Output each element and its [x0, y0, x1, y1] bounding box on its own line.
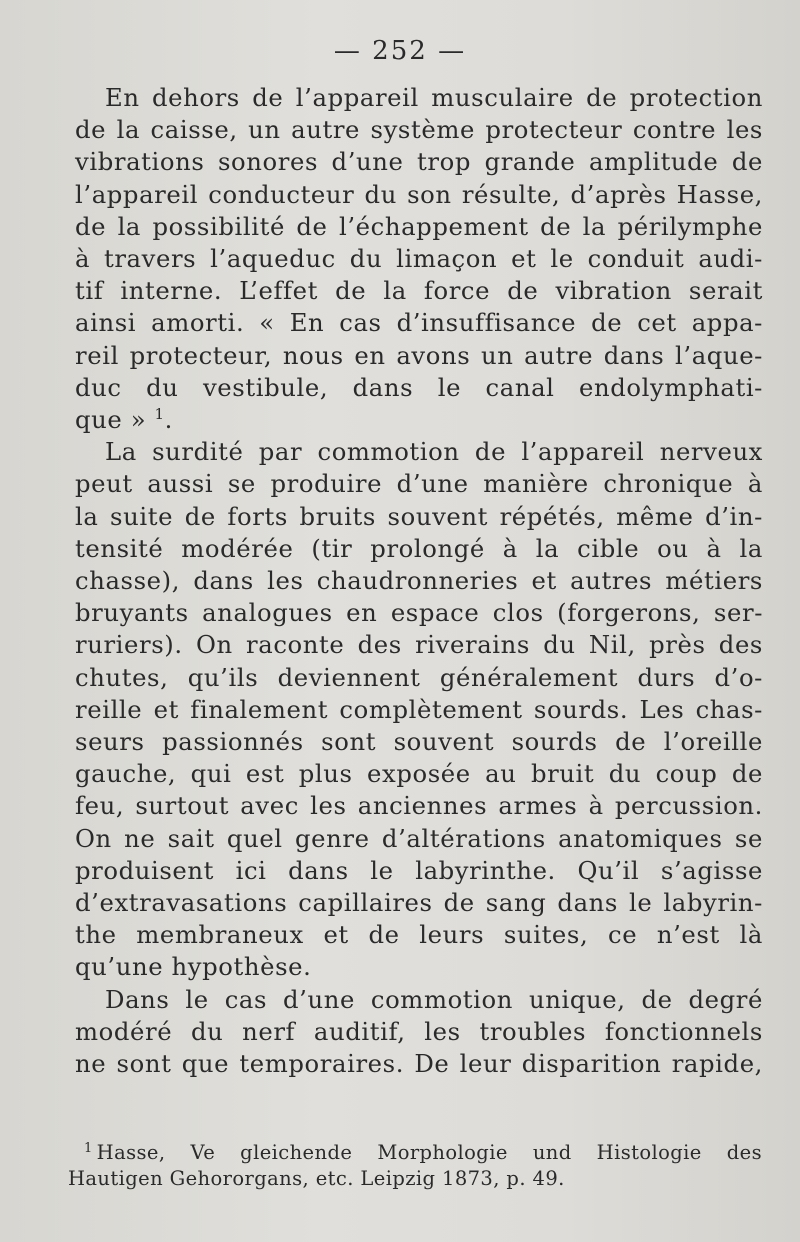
- text-line: chutes, qu’ils deviennent généralement durs d’o-: [75, 662, 763, 692]
- text-line: produisent ici dans le labyrinthe. Qu’il s’agisse: [75, 855, 763, 885]
- text-line: peut aussi se produire d’une manière chronique à: [75, 469, 763, 499]
- text-fragment: .: [164, 405, 173, 435]
- text-line: l’appareil conducteur du son résulte, d’après Hasse,: [75, 179, 763, 209]
- text-line: reil protecteur, nous en avons un autre dans l’aque-: [75, 340, 763, 370]
- text-line: reille et finalement complètement sourds. Les chas-: [75, 694, 763, 724]
- page-number: — 252 —: [333, 36, 467, 66]
- footnotes: [68, 1140, 762, 1192]
- text-line: d’extravasations capillaires de sang dans le labyrin-: [75, 888, 763, 918]
- text-line: On ne sait quel genre d’altérations anatomiques se: [75, 823, 763, 853]
- text-line: bruyants analogues en espace clos (forgerons, ser-: [75, 598, 763, 628]
- text-line: chasse), dans les chaudronneries et autres métiers: [75, 566, 763, 596]
- text-line: ruriers). On raconte des riverains du Nil, près des: [75, 630, 763, 660]
- text-line: de la caisse, un autre système protecteur contre les: [75, 115, 763, 145]
- text-line: qu’une hypothèse.: [75, 952, 312, 982]
- paragraph-2: [75, 436, 763, 983]
- footnote-text: Hasse, Ve gleichende Morphologie und Histologie des: [96, 1141, 762, 1164]
- text-line-last: [75, 404, 763, 436]
- text-line: tensité modérée (tir prolongé à la cible ou à la: [75, 533, 763, 563]
- text-line: de la possibilité de l’échappement de la périlymphe: [75, 211, 763, 241]
- text-line: gauche, qui est plus exposée au bruit du coup de: [75, 759, 763, 789]
- text-fragment: que »: [75, 405, 147, 435]
- text-line: la suite de forts bruits souvent répétés, même d’in-: [75, 501, 763, 531]
- text-line: En dehors de l’appareil musculaire de protection: [105, 83, 763, 112]
- text-line: vibrations sonores d’une trop grande amplitude de: [75, 147, 763, 177]
- text-line: tif interne. L’effet de la force de vibration serait: [75, 276, 763, 306]
- footnote-marker: 1: [84, 1140, 93, 1156]
- text-line: Dans le cas d’une commotion unique, de degré: [105, 984, 763, 1014]
- paragraph-3: [75, 984, 763, 1081]
- text-line: feu, surtout avec les anciennes armes à percussion.: [75, 791, 763, 821]
- body-text: [75, 82, 763, 1080]
- text-line: ainsi amorti. « En cas d’insuffisance de cet appa-: [75, 308, 763, 338]
- text-line: ne sont que temporaires. De leur disparition rapide,: [75, 1049, 763, 1079]
- paragraph-1: [75, 82, 763, 436]
- text-line: à travers l’aqueduc du limaçon et le conduit audi-: [75, 244, 763, 274]
- text-line: seurs passionnés sont souvent sourds de l’oreille: [75, 727, 763, 757]
- footnote-reference: 1: [154, 404, 165, 423]
- text-line: duc du vestibule, dans le canal endolymphati-: [75, 372, 763, 402]
- footnote-line: [68, 1140, 762, 1166]
- footnote-line: Hautigen Gehororgans, etc. Leipzig 1873, p. 49.: [68, 1167, 565, 1190]
- text-line: modéré du nerf auditif, les troubles fonctionnels: [75, 1016, 763, 1046]
- text-line: the membraneux et de leurs suites, ce n’est là: [75, 920, 763, 950]
- text-line: La surdité par commotion de l’appareil nerveux: [105, 437, 763, 467]
